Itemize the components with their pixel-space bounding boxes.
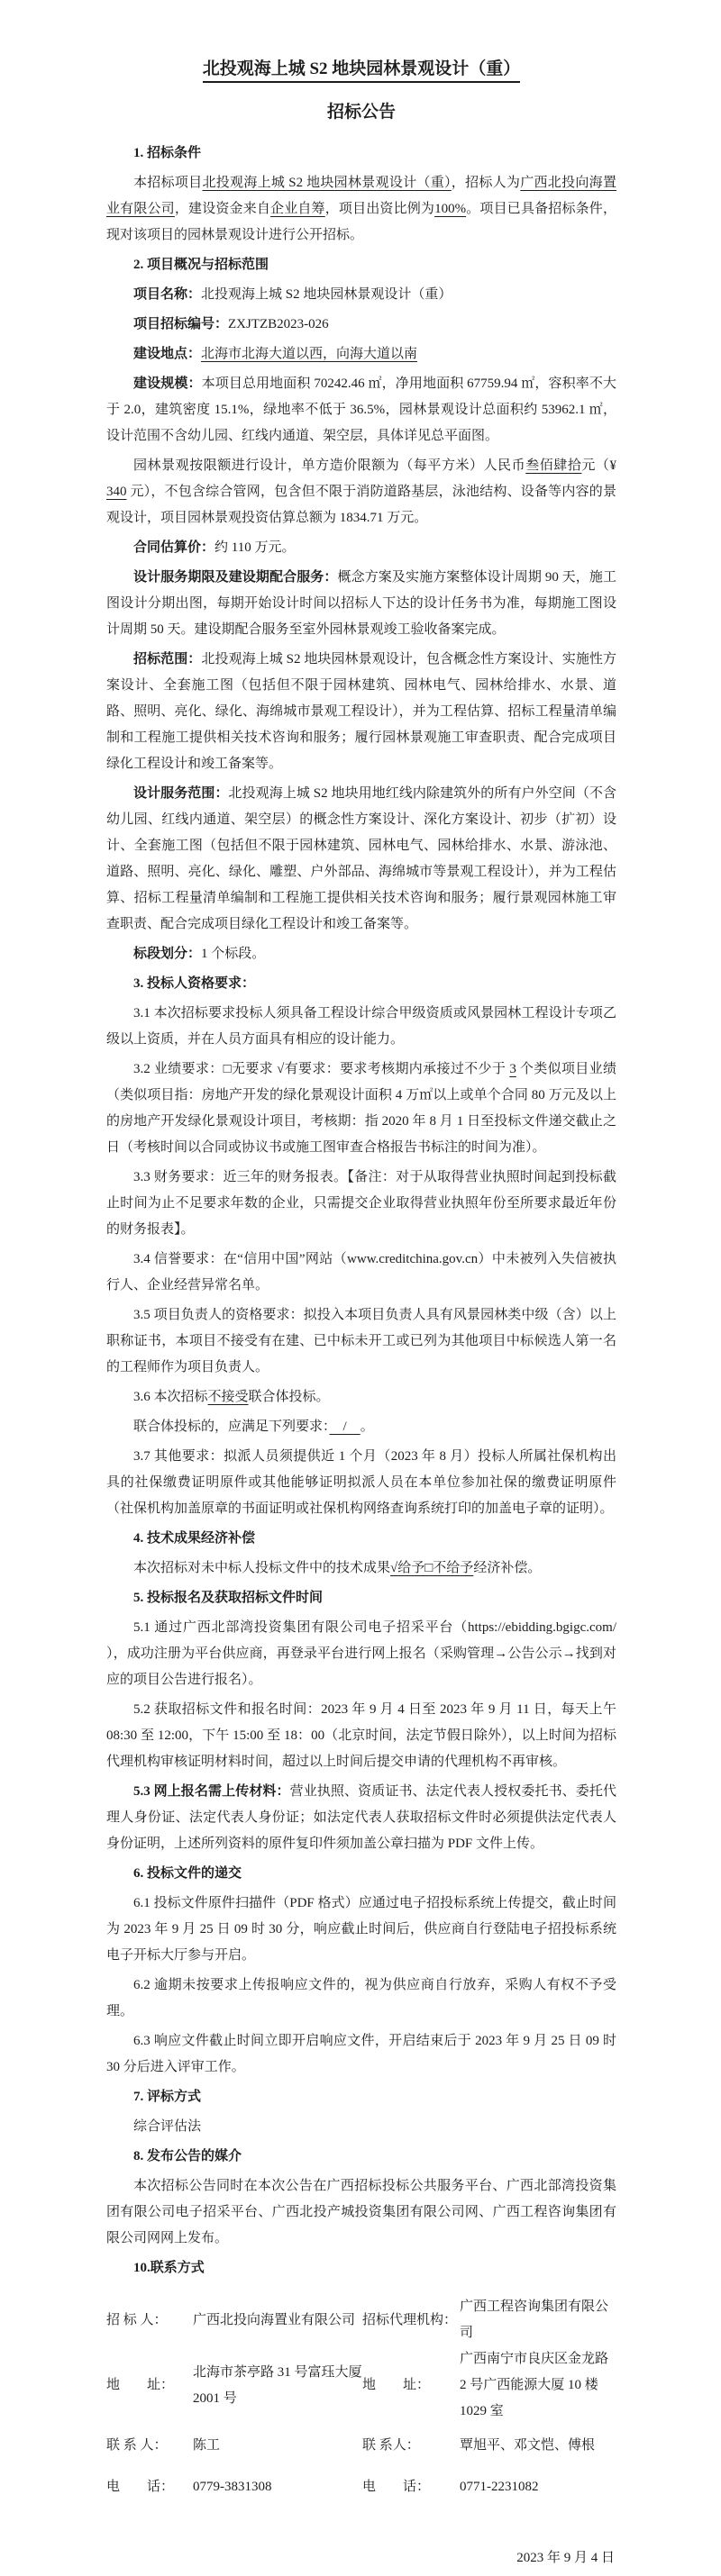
paragraph (106, 941, 616, 967)
text-run: 本次招标对未中标人投标文件中的技术成果 (133, 1561, 391, 1575)
paragraph (106, 535, 616, 561)
section-heading (106, 1861, 616, 1887)
document-title-text: 北投观海上城 S2 地块园林景观设计（重） (203, 59, 521, 83)
contact-row-bidder (106, 2294, 616, 2346)
text-run: 北海市北海大道以西，向海大道以南 (201, 347, 418, 361)
text-run: 概念方案及实施方案整体设计周期 90 天，施工图设计分期出图，每期开始设计时间以招标人下达的设计任务书为准，每期施工图设计周期 50 天。建设期配合服务至室外园林景观竣工验收备案完成。 (106, 570, 616, 637)
text-run: 元），不包含综合管网，包含但不限于消防道路基层，泳池结构、设备等内容的景观设计，项目园林景观投资估算总额为 1834.71 万元。 (106, 485, 616, 525)
text-run: 本次招标公告同时在本次公告在广西招标投标公共服务平台、广西北部湾投资集团有限公司电子招采平台、广西北投产城投资集团有限公司网、广西工程咨询集团有限公司网网上发布。 (106, 2179, 616, 2245)
text-run: 本招标项目 (133, 176, 203, 190)
paragraph (106, 312, 616, 338)
agency-address: 广西南宁市良庆区金龙路 2 号广西能源大厦 10 楼 1029 室 (460, 2352, 609, 2418)
paragraph (106, 1302, 616, 1381)
text-run: 项目名称： (133, 287, 202, 302)
text-run: 。项目已具备招标条件，现对该项目的园林景观设计进行公开招标。 (106, 202, 616, 242)
agency-phone: 0771-2231082 (460, 2479, 539, 2494)
text-run: 合同估算价： (133, 540, 215, 555)
bidder-contact-label: 联 系 人： (106, 2437, 168, 2453)
text-run: 3. 投标人资格要求： (133, 976, 256, 991)
contact-row-person (106, 2425, 616, 2466)
section-heading (106, 252, 616, 278)
paragraph (106, 565, 616, 643)
text-run: √给予□不给予 (390, 1561, 474, 1575)
bidder-phone-label: 电 话： (106, 2479, 175, 2494)
text-run: 综合评估法 (133, 2119, 202, 2134)
paragraph (106, 2173, 616, 2252)
paragraph (106, 2114, 616, 2140)
text-run: 3.2 业绩要求：□无要求 √有要求：要求考核期内承接过不少于 (133, 1062, 510, 1076)
text-run: 5.1 通过广西北部湾投资集团有限公司电子招采平台（https://ebidding.bgigc.com/ ），成功注册为平台供应商，再登录平台进行网上报名（采购管理→公告公示→找到对应的项目公告进行报名）。 (106, 1620, 616, 1687)
text-run: 3.6 本次招标 (133, 1390, 208, 1404)
text-run: 100% (434, 202, 467, 216)
paragraph (106, 1384, 616, 1410)
text-run: 园林景观按限额进行设计，单方造价限额为（每平方米）人民币 (133, 458, 526, 473)
section-heading (106, 2084, 616, 2110)
text-run: 广西北投向海置业有限公司 (106, 176, 616, 216)
text-run: 企业自筹 (270, 202, 325, 216)
paragraph (106, 781, 616, 938)
text-run: 北投观海上城 S2 地块用地红线内除建筑外的所有户外空间（不含幼儿园、红线内通道、架空层）的概念性方案设计、深化方案设计、初步（扩初）设计、全套施工图（包括但不限于园林建筑、园林电气、园林给排水、水景、游泳池、道路、照明、亮化、绿化、雕塑、户外部品、海绵城市等景观工程设计），并为工程估算、招标工程量清单编制和工程施工提供相关技术咨询和服务；履行景观园林施工审查职责、配合完成项目绿化工程设计和竣工备案等。 (106, 786, 616, 931)
text-run: 5. 投标报名及获取招标文件时间 (133, 1591, 324, 1605)
text-run: 6. 投标文件的递交 (133, 1866, 242, 1881)
paragraph (106, 1247, 616, 1299)
section-heading (106, 1585, 616, 1611)
text-run: 3.7 其他要求：拟派人员须提供近 1 个月（2023 年 8 月）投标人所属社保机构出具的社保缴费证明原件或其他能够证明拟派人员在本单位参加社保的缴费证明原件（社保机构加盖原章的书面证明或社保机构网络查询系统打印的加盖电子章的证明）。 (106, 1449, 616, 1516)
bidder-address-label: 地 址： (106, 2378, 175, 2392)
text-run: 不接受 (207, 1390, 249, 1404)
text-run: 设计服务期限及建设期配合服务： (133, 570, 338, 585)
agency-name: 广西工程咨询集团有限公司 (460, 2299, 609, 2340)
text-run: 北投观海上城 S2 地块园林景观设计，包含概念性方案设计、实施性方案设计、全套施工图（包括但不限于园林建筑、园林电气、园林给排水、水景、道路、照明、亮化、绿化、海绵城市景观工程设计），并为工程估算、招标工程量清单编制和工程施工提供相关技术咨询和服务；履行园林景观施工审查职责、配合完成项目绿化工程设计和竣工备案等。 (106, 652, 616, 771)
paragraph (106, 282, 616, 308)
text-run: 项目招标编号： (133, 317, 229, 331)
text-run: 叁佰肆拾 (525, 458, 582, 473)
text-run: 本项目总用地面积 70242.46 ㎡，净用地面积 67759.94 ㎡，容积率不大于 2.0，建筑密度 15.1%，绿地率不低于 36.5%，园林景观设计总面积约 53962.1 ㎡，设计范围不含幼儿园、红线内通道、架空层，具体详见总平面图。 (106, 376, 616, 443)
paragraph (106, 2028, 616, 2081)
text-run: 4. 技术成果经济补偿 (133, 1531, 256, 1546)
bidder-contact-person: 陈工 (193, 2437, 221, 2453)
section-heading (106, 2255, 616, 2281)
text-run: 联合体投标。 (248, 1390, 330, 1404)
document-date: 2023 年 9 月 4 日 (516, 2551, 615, 2565)
paragraph (106, 1414, 616, 1440)
paragraph (106, 1973, 616, 2025)
paragraph (106, 1891, 616, 1969)
section-heading (106, 2144, 616, 2170)
agency-contact-label: 联 系人： (362, 2437, 420, 2453)
section-heading (106, 971, 616, 997)
agency-contact-person: 覃旭平、邓文恺、傅根 (460, 2437, 596, 2453)
text-run: 3 (509, 1062, 516, 1076)
text-run: ZXJTZB2023-026 (228, 317, 329, 331)
text-run: 5.3 网上报名需上传材料： (133, 1784, 290, 1799)
bidder-name: 广西北投向海置业有限公司 (193, 2312, 356, 2327)
agency-phone-label: 电 话： (362, 2479, 431, 2494)
text-run: 6.2 逾期未按要求上传报响应文件的，视为供应商自行放弃，采购人有权不予受理。 (106, 1978, 616, 2018)
text-run: 10.联系方式 (133, 2261, 205, 2275)
paragraph (106, 371, 616, 449)
text-run: 3.3 财务要求：近三年的财务报表。【备注：对于从取得营业执照时间起到投标截止时间为止不足要求年数的企业，只需提交企业取得营业执照年份至所要求最近年份的财务报表】。 (106, 1170, 616, 1237)
text-run: 6.1 投标文件原件扫描件（PDF 格式）应通过电子招投标系统上传提交，截止时间为 2023 年 9 月 25 日 09 时 30 分，响应截止时间后，供应商自行登陆电子招投标系统电子开标大厅参与开启。 (106, 1896, 616, 1963)
contact-row-phone (106, 2466, 616, 2508)
paragraph (106, 1165, 616, 1243)
text-run: ，招标人为 (451, 176, 521, 190)
text-run: 建设规模： (133, 376, 202, 391)
document-subtitle: 招标公告 (326, 103, 396, 122)
text-run: 招标范围： (133, 652, 202, 667)
text-run: 经济补偿。 (473, 1561, 542, 1575)
text-run: 340 (106, 485, 127, 499)
document-body (106, 141, 616, 2281)
paragraph (106, 1615, 616, 1693)
bidder-label: 招 标 人： (106, 2312, 168, 2327)
text-run: 5.2 获取招标文件和报名时间：2023 年 9 月 4 日至 2023 年 9 月 11 日，每天上午 08:30 至 12:00，下午 15:00 至 18：00（北京时间，法定节假日除外），以上时间为招标代理机构审核证明材料时间，超过以上时间后提交申请的代理机构不再审核。 (106, 1702, 616, 1769)
text-run: 北投观海上城 S2 地块园林景观设计（重） (202, 176, 452, 190)
text-run: 7. 评标方式 (133, 2090, 202, 2104)
text-run: 1. 招标条件 (133, 146, 202, 160)
text-run: 3.5 项目负责人的资格要求：拟投入本项目负责人具有风景园林类中级（含）以上职称证书，本项目不接受有在建、已中标未开工或已列为其他项目中标候选人第一名的工程师作为项目负责人。 (106, 1308, 616, 1374)
section-heading (106, 1526, 616, 1552)
agency-address-label: 地 址： (362, 2378, 431, 2392)
text-run: 个类似项目业绩（类似项目指：房地产开发的绿化景观设计面积 4 万㎡以上或单个合同 80 万元及以上的房地产开发绿化景观设计项目，考核期：指 2020 年 8 月 1 日至投标文件递交截止之日（考核时间以合同或协议书或施工图审查合格报告书标注的时间为准）。 (106, 1062, 616, 1155)
paragraph (106, 341, 616, 367)
text-run: 元（¥ (581, 458, 616, 473)
paragraph (106, 170, 616, 249)
paragraph (106, 1057, 616, 1161)
paragraph (106, 1556, 616, 1582)
text-run: 约 110 万元。 (214, 540, 296, 555)
bidder-phone: 0779-3831308 (193, 2479, 272, 2494)
text-run: / (329, 1420, 360, 1434)
section-heading (106, 141, 616, 167)
text-run: 3.1 本次招标要求投标人须具备工程设计综合甲级资质或风景园林工程设计专项乙级以上资质，并在人员方面具有相应的设计能力。 (106, 1006, 616, 1047)
text-run: 设计服务范围： (133, 786, 229, 801)
paragraph (106, 1001, 616, 1053)
text-run: 北投观海上城 S2 地块园林景观设计（重） (201, 287, 452, 302)
paragraph (106, 1697, 616, 1775)
contact-row-address (106, 2346, 616, 2425)
paragraph (106, 453, 616, 531)
paragraph (106, 1779, 616, 1857)
contact-table (106, 2294, 616, 2508)
agency-label: 招标代理机构： (362, 2312, 458, 2327)
text-run: 1 个标段。 (201, 947, 266, 961)
paragraph (106, 1444, 616, 1522)
text-run: 建设地点： (133, 347, 202, 361)
paragraph (106, 647, 616, 777)
text-run: ，项目出资比例为 (324, 202, 435, 216)
text-run: 标段划分： (133, 947, 202, 961)
text-run: 。 (360, 1420, 374, 1434)
text-run: ，建设资金来自 (174, 202, 271, 216)
text-run: 6.3 响应文件截止时间立即开启响应文件，开启结束后于 2023 年 9 月 25 日 09 时 30 分后进入评审工作。 (106, 2034, 616, 2074)
text-run: 营业执照、资质证书、法定代表人授权委托书、委托代理人身份证、法定代表人身份证；如法定代表人获取招标文件时必须提供法定代表人身份证明，上述所列资料的原件复印件须加盖公章扫描为 PDF 文件上传。 (106, 1784, 616, 1851)
bidder-address: 北海市茶亭路 31 号富珏大厦 2001 号 (193, 2364, 362, 2406)
text-run: 联合体投标的，应满足下列要求： (133, 1420, 330, 1434)
text-run: 2. 项目概况与招标范围 (133, 258, 269, 272)
document-title (106, 56, 616, 83)
text-run: 3.4 信誉要求：在“信用中国”网站（www.creditchina.gov.cn）中未被列入失信被执行人、企业经营异常名单。 (106, 1252, 616, 1293)
text-run: 8. 发布公告的媒介 (133, 2149, 242, 2163)
